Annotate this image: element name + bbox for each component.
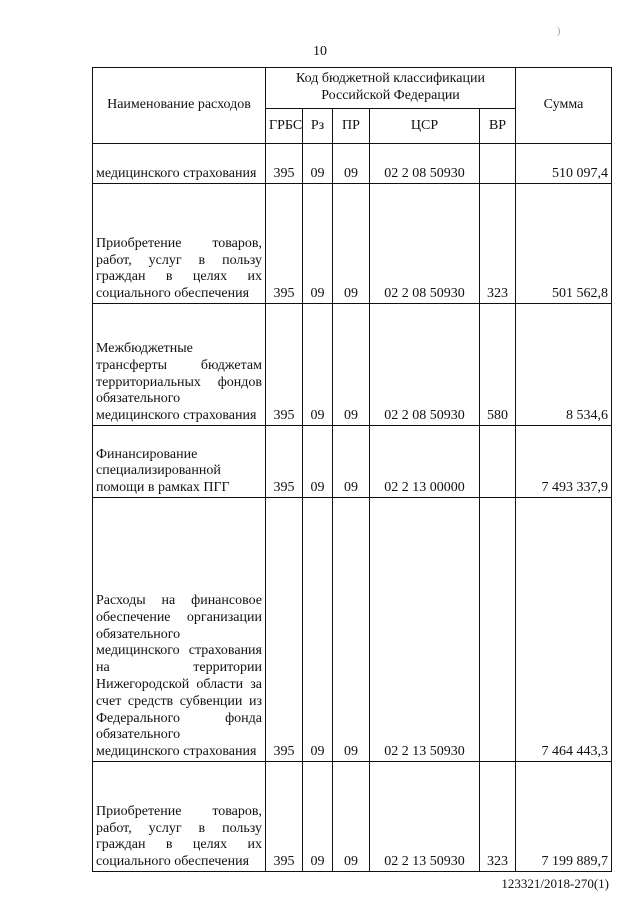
row-csr: 02 2 13 00000 (370, 426, 480, 498)
row-sum: 7 493 337,9 (516, 426, 612, 498)
row-rz: 09 (303, 184, 333, 304)
row-vr: 323 (480, 762, 516, 872)
budget-table (92, 67, 612, 872)
row-grbs: 395 (266, 498, 303, 762)
row-vr (480, 144, 516, 184)
row-name: Приобретение товаров, работ, услуг в пользу граждан в целях их социального обеспечения (93, 762, 266, 872)
header-name: Наименование расходов (93, 68, 266, 144)
row-pr: 09 (333, 762, 370, 872)
row-sum: 7 199 889,7 (516, 762, 612, 872)
row-rz: 09 (303, 426, 333, 498)
row-rz: 09 (303, 304, 333, 426)
row-sum: 8 534,6 (516, 304, 612, 426)
header-grbs: ГРБС (266, 109, 303, 144)
row-csr: 02 2 13 50930 (370, 498, 480, 762)
row-name: Межбюджетные трансферты бюджетам территориальных фондов обязательного медицинского страхования (93, 304, 266, 426)
header-pr: ПР (333, 109, 370, 144)
table-row (93, 762, 612, 872)
row-vr (480, 426, 516, 498)
table-row (93, 184, 612, 304)
row-name: Финансирование специализированной помощи в рамках ПГГ (93, 426, 266, 498)
row-pr: 09 (333, 498, 370, 762)
document-code: 123321/2018-270(1) (501, 876, 609, 891)
table-row (93, 426, 612, 498)
header-rz: Рз (303, 109, 333, 144)
row-name: Расходы на финансовое обеспечение организации обязательного медицинского страхования на территории Нижегородской области за счет средств субвенции из Федерального фонда обязательного медицинского страхования (93, 498, 266, 762)
table-row (93, 144, 612, 184)
table-row (93, 304, 612, 426)
header-sum: Сумма (516, 68, 612, 144)
row-sum: 501 562,8 (516, 184, 612, 304)
row-grbs: 395 (266, 426, 303, 498)
row-vr: 580 (480, 304, 516, 426)
row-name: Приобретение товаров, работ, услуг в пользу граждан в целях их социального обеспечения (93, 184, 266, 304)
table-header (93, 68, 612, 144)
row-csr: 02 2 08 50930 (370, 144, 480, 184)
row-pr: 09 (333, 184, 370, 304)
header-code-group: Код бюджетной классификации Российской Федерации (266, 68, 516, 109)
row-sum: 510 097,4 (516, 144, 612, 184)
row-grbs: 395 (266, 762, 303, 872)
row-rz: 09 (303, 762, 333, 872)
row-vr (480, 498, 516, 762)
row-csr: 02 2 08 50930 (370, 304, 480, 426)
row-pr: 09 (333, 144, 370, 184)
row-rz: 09 (303, 498, 333, 762)
header-vr: ВР (480, 109, 516, 144)
row-name: медицинского страхования (93, 144, 266, 184)
row-pr: 09 (333, 426, 370, 498)
row-rz: 09 (303, 144, 333, 184)
scan-mark: ) (557, 26, 561, 37)
row-grbs: 395 (266, 184, 303, 304)
row-pr: 09 (333, 304, 370, 426)
page-number: 10 (313, 44, 327, 59)
row-sum: 7 464 443,3 (516, 498, 612, 762)
row-csr: 02 2 08 50930 (370, 184, 480, 304)
row-grbs: 395 (266, 144, 303, 184)
row-grbs: 395 (266, 304, 303, 426)
header-csr: ЦСР (370, 109, 480, 144)
row-csr: 02 2 13 50930 (370, 762, 480, 872)
table-row (93, 498, 612, 762)
row-vr: 323 (480, 184, 516, 304)
